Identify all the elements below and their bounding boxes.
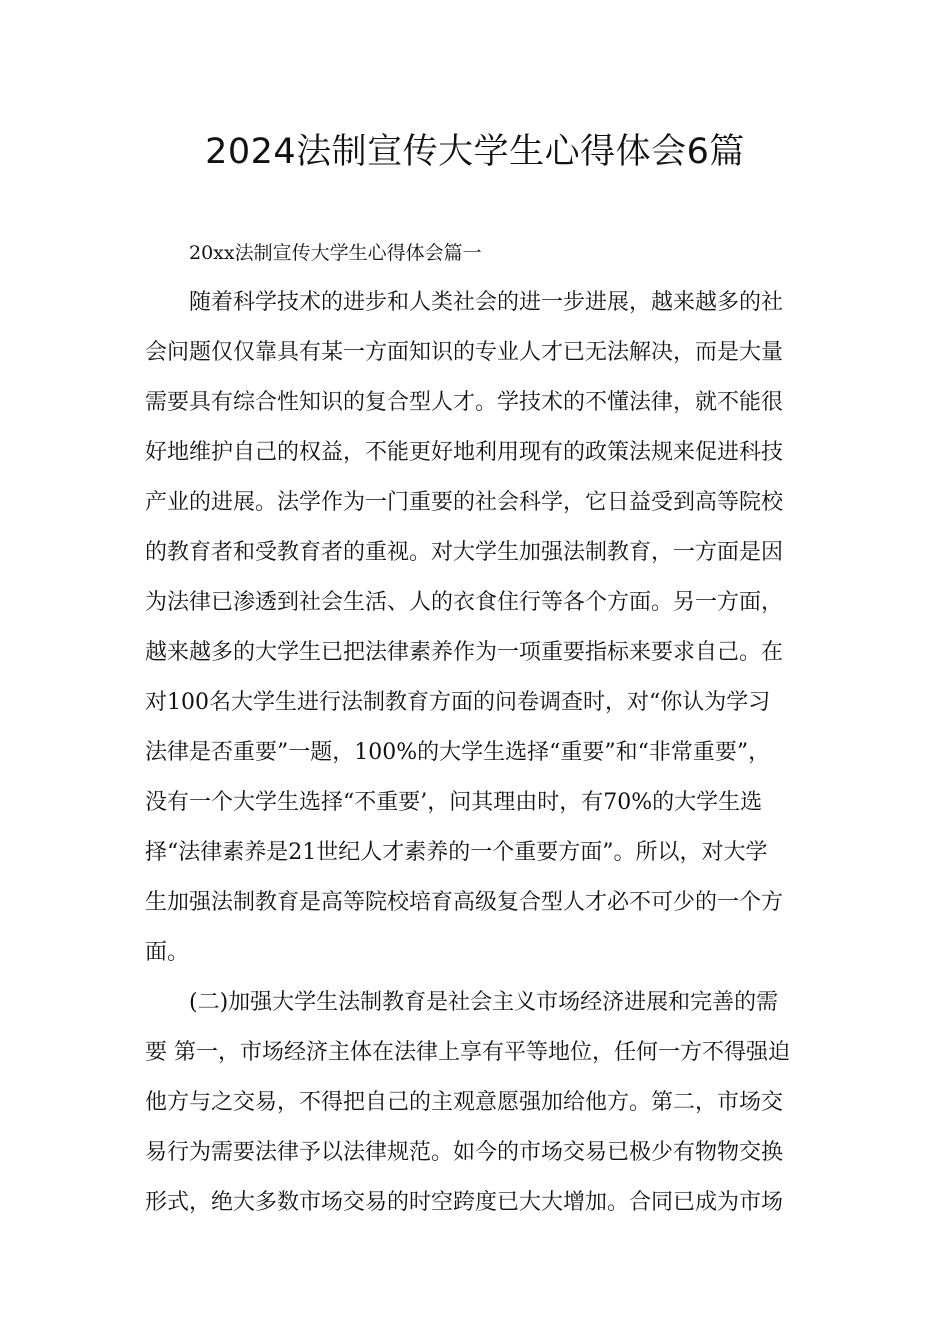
text-line: 法律是否重要”一题，100%的大学生选择“重要”和“非常重要”， [145, 740, 771, 765]
text-line: 对100名大学生进行法制教育方面的问卷调查时，对“你认为学习 [145, 690, 771, 715]
text-line: 易行为需要法律予以法律规范。如今的市场交易已极少有物物交换 [145, 1140, 784, 1165]
text-line: (二)加强大学生法制教育是社会主义市场经济进展和完善的需 [189, 990, 779, 1015]
text-line: 为法律已渗透到社会生活、人的衣食住行等各个方面。另一方面， [145, 590, 784, 615]
text-line: 的教育者和受教育者的重视。对大学生加强法制教育，一方面是因 [145, 540, 784, 565]
text-line: 好地维护自己的权益，不能更好地利用现有的政策法规来促进科技 [145, 440, 784, 465]
text-line: 需要具有综合性知识的复合型人才。学技术的不懂法律，就不能很 [145, 390, 784, 415]
document-body [145, 228, 813, 1228]
text-line: 产业的进展。法学作为一门重要的社会科学，它日益受到高等院校 [145, 490, 784, 515]
section-heading: 20xx法制宣传大学生心得体会篇一 [189, 242, 482, 264]
text-line: 生加强法制教育是高等院校培育高级复合型人才必不可少的一个方 [145, 890, 784, 915]
text-line: 没有一个大学生选择“不重要’，问其理由时，有70%的大学生选 [145, 790, 763, 815]
document-title: 2024法制宣传大学生心得体会6篇 [205, 132, 745, 172]
text-line: 他方与之交易，不得把自己的主观意愿强加给他方。第二，市场交 [145, 1090, 784, 1115]
text-line: 要 第一，市场经济主体在法律上享有平等地位，任何一方不得强迫 [145, 1040, 790, 1065]
text-line: 形式，绝大多数市场交易的时空跨度已大大增加。合同已成为市场 [145, 1190, 784, 1215]
text-line: 会问题仅仅靠具有某一方面知识的专业人才已无法解决，而是大量 [145, 340, 784, 365]
text-line: 面。 [145, 940, 190, 965]
text-line: 越来越多的大学生已把法律素养作为一项重要指标来要求自己。在 [145, 640, 784, 665]
text-line: 择“法律素养是21世纪人才素养的一个重要方面”。所以，对大学 [145, 840, 768, 865]
text-line: 随着科学技术的进步和人类社会的进一步进展，越来越多的社 [189, 290, 784, 315]
